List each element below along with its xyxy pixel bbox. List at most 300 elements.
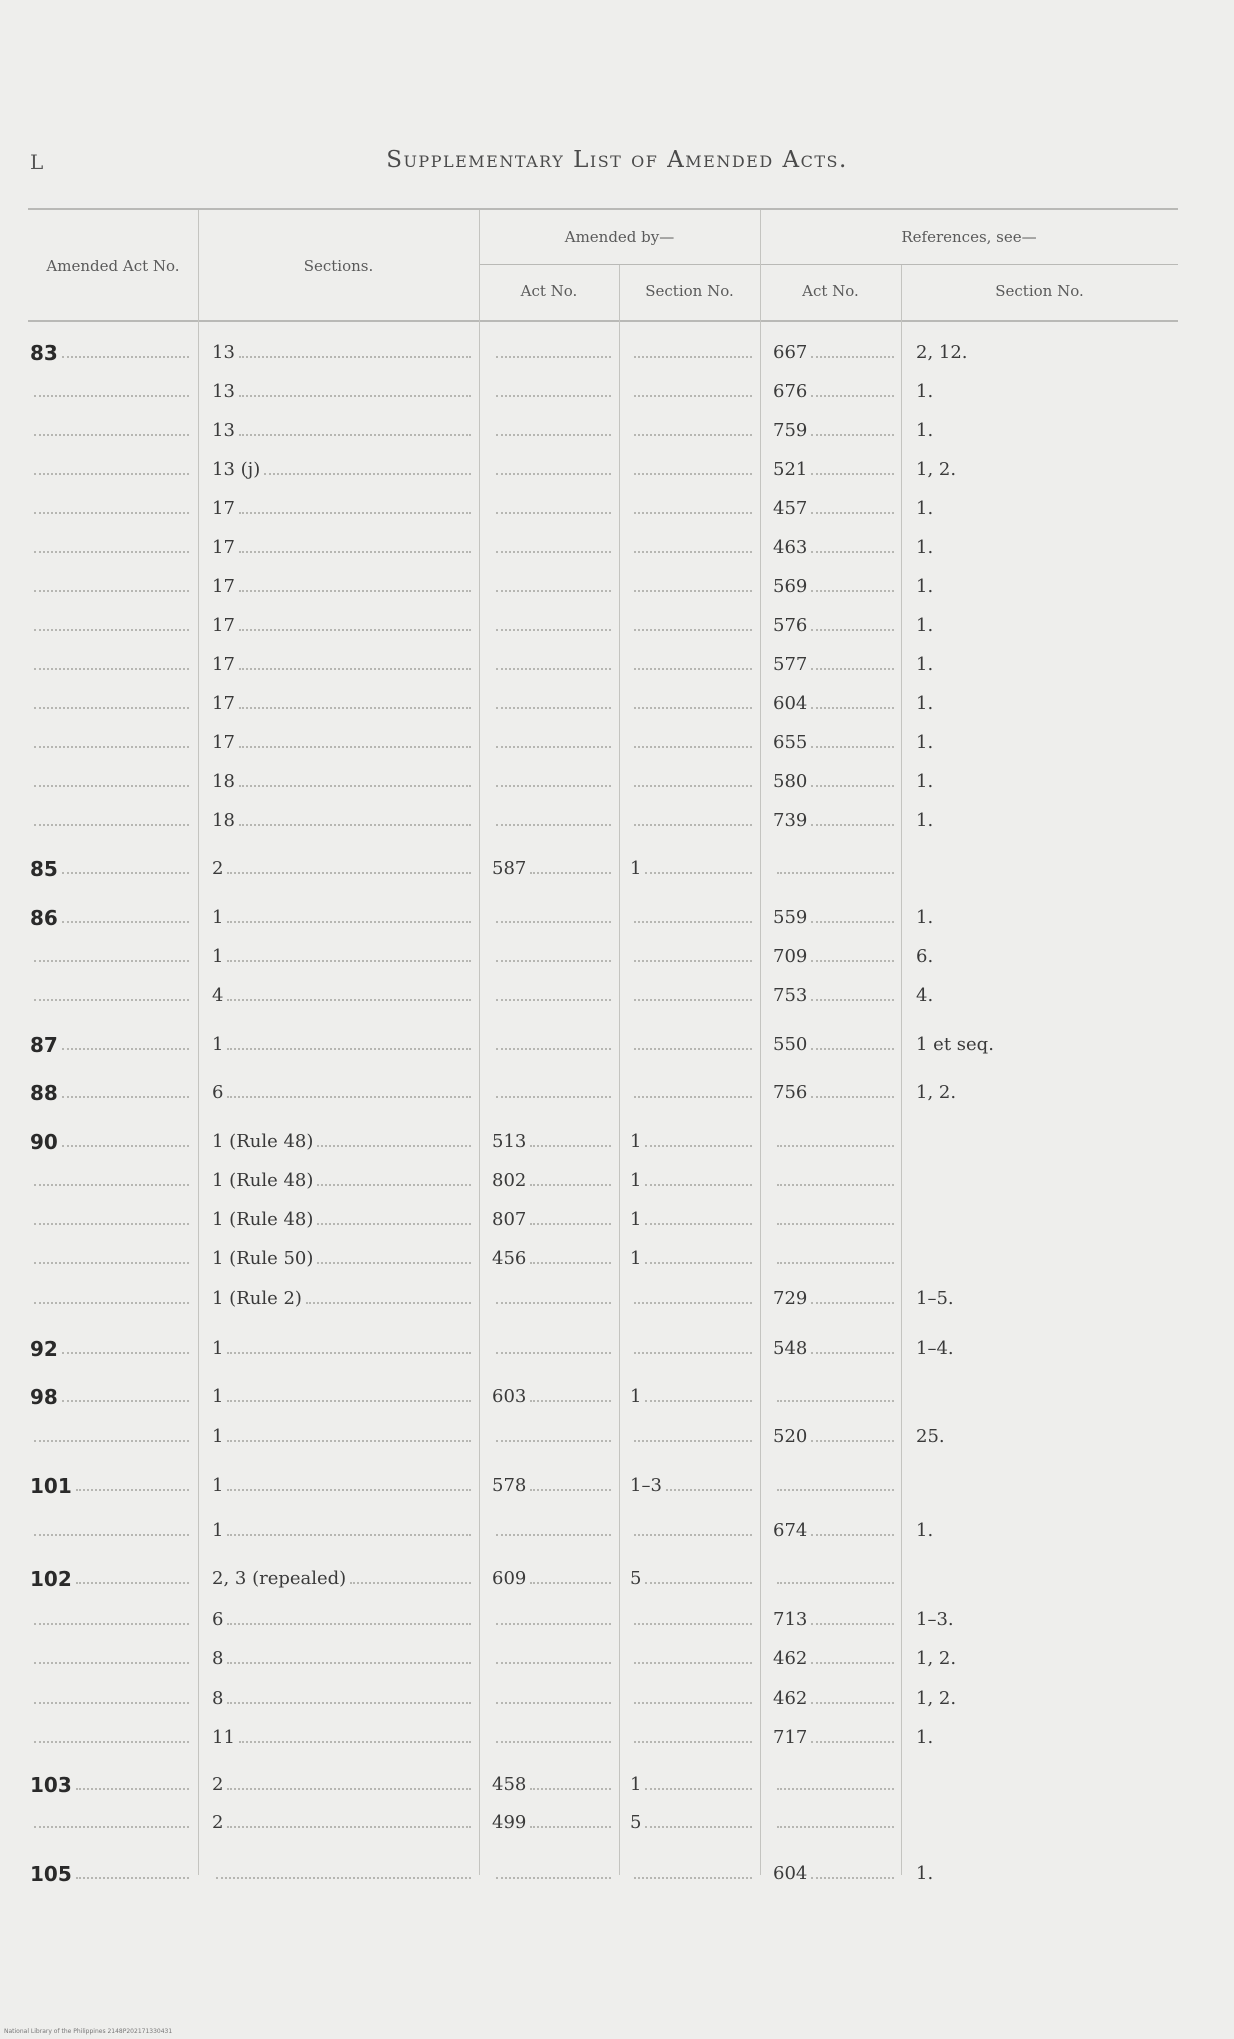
amended-by-section-cell-text: 1: [630, 1170, 642, 1191]
leader-dots: [239, 785, 471, 787]
leader-dots: [317, 1262, 471, 1264]
section-cell-text: 6: [212, 1609, 224, 1630]
amended-act-no: [30, 1384, 195, 1410]
leader-dots: [34, 434, 189, 436]
amended-by-act-cell: [492, 856, 617, 882]
leader-dots: [811, 356, 894, 358]
amended-act-no: [30, 944, 195, 970]
reference-section-cell: [916, 856, 1136, 882]
leader-dots: [811, 668, 894, 670]
section-cell-text: 1: [212, 1520, 224, 1541]
leader-dots: [34, 1262, 189, 1264]
leader-dots: [811, 1048, 894, 1050]
amended-by-act-cell: [492, 574, 617, 600]
leader-dots: [227, 1662, 471, 1664]
section-cell-text: 17: [212, 498, 235, 519]
reference-act-cell: [773, 1686, 900, 1712]
leader-dots: [496, 746, 611, 748]
leader-dots: [634, 1534, 752, 1536]
leader-dots: [496, 1534, 611, 1536]
reference-act-cell-text: 739: [773, 810, 808, 831]
reference-act-cell-text: 569: [773, 576, 808, 597]
section-cell: [212, 1772, 477, 1798]
leader-dots: [34, 1184, 189, 1186]
reference-act-cell-text: 559: [773, 907, 808, 928]
leader-dots: [34, 1534, 189, 1536]
leader-dots: [777, 1826, 894, 1828]
section-cell: [212, 1566, 477, 1592]
col-divider-1: [198, 210, 199, 1875]
leader-dots: [777, 872, 894, 874]
amended-by-section-cell: [630, 1032, 758, 1058]
leader-dots: [34, 395, 189, 397]
leader-dots: [496, 1877, 611, 1879]
reference-act-cell-text: 729: [773, 1288, 808, 1309]
amended-by-act-cell: [492, 1080, 617, 1106]
leader-dots: [645, 1582, 752, 1584]
leader-dots: [634, 1623, 752, 1625]
amended-act-no: [30, 574, 195, 600]
section-cell-text: 13: [212, 381, 235, 402]
reference-act-cell: [773, 983, 900, 1009]
leader-dots: [227, 1489, 471, 1491]
amended-by-section-cell: [630, 1518, 758, 1544]
header-ref-section-no-sub: Section No.: [995, 282, 1084, 300]
page-number: L: [30, 150, 44, 174]
leader-dots: [34, 1302, 189, 1304]
reference-section-cell: [916, 574, 1136, 600]
leader-dots: [811, 1877, 894, 1879]
leader-dots: [634, 590, 752, 592]
amended-act-no: [30, 905, 195, 931]
reference-section-cell-text: 1.: [916, 732, 934, 753]
leader-dots: [34, 746, 189, 748]
leader-dots: [227, 921, 471, 923]
reference-section-cell-text: 6.: [916, 946, 934, 967]
header-amended-act-no-sub: Act No.: [520, 282, 578, 300]
reference-act-cell: [773, 1473, 900, 1499]
reference-act-cell: [773, 1080, 900, 1106]
reference-act-cell-text: 674: [773, 1520, 808, 1541]
leader-dots: [811, 999, 894, 1001]
leader-dots: [306, 1302, 471, 1304]
reference-section-cell: [916, 1686, 1136, 1712]
section-cell: [212, 1032, 477, 1058]
reference-act-cell-text: 521: [773, 459, 808, 480]
leader-dots: [811, 746, 894, 748]
reference-act-cell: [773, 1168, 900, 1194]
leader-dots: [634, 707, 752, 709]
reference-section-cell-text: 1.: [916, 1727, 934, 1748]
amended-by-act-cell: [492, 769, 617, 795]
amended-act-no-text: 98: [30, 1385, 58, 1409]
reference-act-cell: [773, 340, 900, 366]
amended-by-act-cell: [492, 1686, 617, 1712]
leader-dots: [811, 1662, 894, 1664]
leader-dots: [496, 1741, 611, 1743]
section-cell-text: 11: [212, 1727, 235, 1748]
leader-dots: [530, 1489, 611, 1491]
reference-section-cell: [916, 1286, 1136, 1312]
reference-act-cell-text: 713: [773, 1609, 808, 1630]
amended-by-section-cell: [630, 1246, 758, 1272]
amended-by-section-cell: [630, 944, 758, 970]
amended-by-section-cell: [630, 1168, 758, 1194]
leader-dots: [34, 1702, 189, 1704]
amended-by-act-cell: [492, 1810, 617, 1836]
reference-act-cell: [773, 652, 900, 678]
reference-section-cell: [916, 769, 1136, 795]
leader-dots: [34, 1741, 189, 1743]
amended-act-no: [30, 1646, 195, 1672]
leader-dots: [645, 1184, 752, 1186]
section-cell: [212, 1286, 477, 1312]
reference-act-cell: [773, 1424, 900, 1450]
reference-section-cell: [916, 1207, 1136, 1233]
leader-dots: [496, 473, 611, 475]
reference-section-cell-text: 1.: [916, 537, 934, 558]
amended-act-no: [30, 613, 195, 639]
section-cell-text: 1: [212, 1475, 224, 1496]
leader-dots: [34, 512, 189, 514]
leader-dots: [239, 824, 471, 826]
amended-act-no: [30, 856, 195, 882]
amended-by-act-cell-text: 802: [492, 1170, 527, 1191]
amended-act-no: [30, 1168, 195, 1194]
leader-dots: [34, 960, 189, 962]
section-cell-text: 1 (Rule 50): [212, 1248, 314, 1269]
amended-by-section-cell: [630, 340, 758, 366]
section-cell-text: 17: [212, 732, 235, 753]
amended-by-act-cell: [492, 535, 617, 561]
amended-act-no: [30, 379, 195, 405]
leader-dots: [76, 1489, 189, 1491]
reference-act-cell: [773, 1246, 900, 1272]
reference-section-cell-text: 1–3.: [916, 1609, 954, 1630]
section-cell: [212, 418, 477, 444]
leader-dots: [634, 1741, 752, 1743]
leader-dots: [634, 1352, 752, 1354]
amended-by-act-cell: [492, 691, 617, 717]
amended-act-no: [30, 535, 195, 561]
reference-act-cell-text: 550: [773, 1034, 808, 1055]
reference-section-cell: [916, 1810, 1136, 1836]
amended-act-no: [30, 1207, 195, 1233]
leader-dots: [634, 999, 752, 1001]
leader-dots: [239, 668, 471, 670]
amended-by-section-cell: [630, 905, 758, 931]
leader-dots: [239, 590, 471, 592]
reference-section-cell: [916, 1129, 1136, 1155]
section-cell: [212, 1168, 477, 1194]
reference-section-cell-text: 1.: [916, 907, 934, 928]
amended-by-section-cell: [630, 1566, 758, 1592]
reference-act-cell-text: 759: [773, 420, 808, 441]
reference-act-cell-text: 667: [773, 342, 808, 363]
leader-dots: [34, 1662, 189, 1664]
leader-dots: [34, 473, 189, 475]
leader-dots: [496, 668, 611, 670]
leader-dots: [530, 1262, 611, 1264]
leader-dots: [239, 746, 471, 748]
amended-by-act-cell: [492, 1518, 617, 1544]
amended-by-act-cell: [492, 457, 617, 483]
amended-by-act-cell: [492, 1129, 617, 1155]
amended-act-no: [30, 1129, 195, 1155]
reference-section-cell: [916, 1168, 1136, 1194]
section-cell: [212, 1810, 477, 1836]
leader-dots: [530, 1184, 611, 1186]
section-cell: [212, 1686, 477, 1712]
amended-act-no: [30, 496, 195, 522]
leader-dots: [645, 1400, 752, 1402]
amended-by-section-cell: [630, 418, 758, 444]
amended-act-no: [30, 1810, 195, 1836]
leader-dots: [645, 1145, 752, 1147]
amended-by-section-cell: [630, 457, 758, 483]
amended-act-no: [30, 457, 195, 483]
amended-by-section-cell-text: 1: [630, 1774, 642, 1795]
amended-by-act-cell-text: 456: [492, 1248, 527, 1269]
leader-dots: [645, 872, 752, 874]
leader-dots: [777, 1489, 894, 1491]
leader-dots: [811, 590, 894, 592]
leader-dots: [76, 1788, 189, 1790]
reference-section-cell-text: 25.: [916, 1426, 945, 1447]
amended-by-section-cell: [630, 1473, 758, 1499]
leader-dots: [62, 872, 189, 874]
reference-section-cell-text: 1.: [916, 771, 934, 792]
leader-dots: [350, 1582, 471, 1584]
amended-by-section-cell: [630, 1686, 758, 1712]
leader-dots: [239, 512, 471, 514]
amended-act-no-text: 83: [30, 341, 58, 365]
reference-section-cell: [916, 691, 1136, 717]
amended-by-section-cell: [630, 1772, 758, 1798]
reference-section-cell: [916, 418, 1136, 444]
amended-act-no-text: 85: [30, 857, 58, 881]
amended-by-act-cell: [492, 983, 617, 1009]
leader-dots: [811, 1741, 894, 1743]
amended-by-act-cell: [492, 1607, 617, 1633]
amended-by-section-cell: [630, 379, 758, 405]
leader-dots: [62, 1096, 189, 1098]
amended-by-section-cell: [630, 1080, 758, 1106]
header-ref-act-no-sub: Act No.: [802, 282, 859, 300]
leader-dots: [634, 434, 752, 436]
reference-section-cell-text: 1.: [916, 693, 934, 714]
section-cell-text: 13 (j): [212, 459, 261, 480]
reference-act-cell: [773, 856, 900, 882]
amended-act-no-text: 105: [30, 1862, 72, 1886]
leader-dots: [811, 1352, 894, 1354]
section-cell-text: 2, 3 (repealed): [212, 1568, 347, 1589]
amended-by-section-cell-text: 1: [630, 1131, 642, 1152]
leader-dots: [239, 395, 471, 397]
leader-dots: [634, 512, 752, 514]
reference-act-cell-text: 463: [773, 537, 808, 558]
header-bottom-rule: [28, 320, 1178, 322]
amended-act-no: [30, 1336, 195, 1362]
reference-section-cell: [916, 1772, 1136, 1798]
amended-by-section-cell: [630, 1725, 758, 1751]
reference-section-cell-text: 1.: [916, 576, 934, 597]
section-cell: [212, 457, 477, 483]
amended-act-no-text: 92: [30, 1337, 58, 1361]
section-cell-text: 17: [212, 615, 235, 636]
leader-dots: [634, 1440, 752, 1442]
leader-dots: [811, 785, 894, 787]
amended-by-act-cell: [492, 1246, 617, 1272]
amended-by-section-cell-text: 1: [630, 858, 642, 879]
leader-dots: [496, 921, 611, 923]
section-cell-text: 18: [212, 810, 235, 831]
section-cell: [212, 652, 477, 678]
reference-section-cell: [916, 1861, 1136, 1887]
reference-act-cell: [773, 1772, 900, 1798]
leader-dots: [34, 551, 189, 553]
reference-section-cell: [916, 652, 1136, 678]
amended-by-act-cell: [492, 1384, 617, 1410]
leader-dots: [496, 785, 611, 787]
amended-by-act-cell: [492, 340, 617, 366]
leader-dots: [496, 824, 611, 826]
leader-dots: [777, 1145, 894, 1147]
leader-dots: [666, 1489, 752, 1491]
reference-act-cell: [773, 1607, 900, 1633]
reference-section-cell-text: 1.: [916, 420, 934, 441]
section-cell: [212, 496, 477, 522]
leader-dots: [634, 668, 752, 670]
reference-act-cell: [773, 613, 900, 639]
amended-by-act-cell: [492, 1424, 617, 1450]
footer-credit: National Library of the Philippines 2148P202171330431: [4, 2028, 173, 2035]
section-cell: [212, 1473, 477, 1499]
reference-act-cell-text: 462: [773, 1648, 808, 1669]
header-references: References, see—: [901, 228, 1037, 246]
reference-act-cell-text: 756: [773, 1082, 808, 1103]
reference-section-cell: [916, 1032, 1136, 1058]
amended-act-no: [30, 769, 195, 795]
leader-dots: [496, 512, 611, 514]
amended-by-section-cell: [630, 535, 758, 561]
amended-by-act-cell: [492, 1772, 617, 1798]
reference-section-cell-text: 1.: [916, 615, 934, 636]
reference-section-cell: [916, 457, 1136, 483]
leader-dots: [227, 1534, 471, 1536]
leader-dots: [634, 1662, 752, 1664]
reference-act-cell: [773, 1810, 900, 1836]
reference-act-cell: [773, 691, 900, 717]
section-cell-text: 6: [212, 1082, 224, 1103]
reference-section-cell: [916, 944, 1136, 970]
section-cell-text: 13: [212, 342, 235, 363]
amended-by-act-cell-text: 609: [492, 1568, 527, 1589]
leader-dots: [227, 1623, 471, 1625]
amended-act-no: [30, 1473, 195, 1499]
section-cell-text: 4: [212, 985, 224, 1006]
reference-section-cell-text: 1.: [916, 498, 934, 519]
leader-dots: [530, 1145, 611, 1147]
reference-act-cell: [773, 496, 900, 522]
reference-section-cell: [916, 1566, 1136, 1592]
section-cell: [212, 1246, 477, 1272]
section-cell: [212, 691, 477, 717]
leader-dots: [62, 921, 189, 923]
reference-act-cell: [773, 418, 900, 444]
section-cell: [212, 730, 477, 756]
amended-by-act-cell: [492, 1168, 617, 1194]
section-cell-text: 1: [212, 1034, 224, 1055]
col-divider-4: [760, 210, 761, 1875]
amended-act-no-text: 87: [30, 1033, 58, 1057]
reference-section-cell: [916, 1336, 1136, 1362]
amended-act-no: [30, 1286, 195, 1312]
amended-act-no-text: 90: [30, 1130, 58, 1154]
amended-by-section-cell-text: 1: [630, 1209, 642, 1230]
group-rule: [479, 264, 1178, 265]
leader-dots: [634, 921, 752, 923]
reference-section-cell: [916, 1424, 1136, 1450]
leader-dots: [811, 1623, 894, 1625]
reference-act-cell-text: 753: [773, 985, 808, 1006]
section-cell: [212, 1336, 477, 1362]
amended-by-act-cell: [492, 1646, 617, 1672]
leader-dots: [227, 1440, 471, 1442]
amended-act-no: [30, 983, 195, 1009]
reference-act-cell-text: 655: [773, 732, 808, 753]
leader-dots: [239, 356, 471, 358]
amended-act-no: [30, 1080, 195, 1106]
leader-dots: [777, 1184, 894, 1186]
leader-dots: [496, 707, 611, 709]
amended-act-no: [30, 808, 195, 834]
amended-by-section-cell-text: 1: [630, 1248, 642, 1269]
header-sections: Sections.: [303, 257, 374, 275]
amended-by-section-cell: [630, 1336, 758, 1362]
reference-section-cell: [916, 1473, 1136, 1499]
reference-act-cell-text: 548: [773, 1338, 808, 1359]
amended-act-no: [30, 730, 195, 756]
amended-by-section-cell-text: 5: [630, 1568, 642, 1589]
leader-dots: [496, 1662, 611, 1664]
leader-dots: [777, 1582, 894, 1584]
reference-act-cell-text: 604: [773, 693, 808, 714]
amended-by-section-cell: [630, 574, 758, 600]
reference-section-cell: [916, 905, 1136, 931]
reference-section-cell: [916, 1080, 1136, 1106]
leader-dots: [811, 1440, 894, 1442]
amended-by-section-cell-text: 5: [630, 1812, 642, 1833]
leader-dots: [239, 707, 471, 709]
amended-act-no-text: 86: [30, 906, 58, 930]
amended-act-no: [30, 1518, 195, 1544]
reference-section-cell: [916, 1646, 1136, 1672]
section-cell: [212, 1424, 477, 1450]
amended-by-section-cell: [630, 1129, 758, 1155]
leader-dots: [811, 707, 894, 709]
section-cell: [212, 1607, 477, 1633]
amended-act-no-text: 88: [30, 1081, 58, 1105]
reference-section-cell-text: 1 et seq.: [916, 1034, 994, 1055]
reference-section-cell-text: 1–5.: [916, 1288, 954, 1309]
leader-dots: [62, 1048, 189, 1050]
leader-dots: [496, 1302, 611, 1304]
leader-dots: [496, 590, 611, 592]
section-cell-text: 17: [212, 537, 235, 558]
amended-by-section-cell: [630, 613, 758, 639]
reference-section-cell: [916, 379, 1136, 405]
